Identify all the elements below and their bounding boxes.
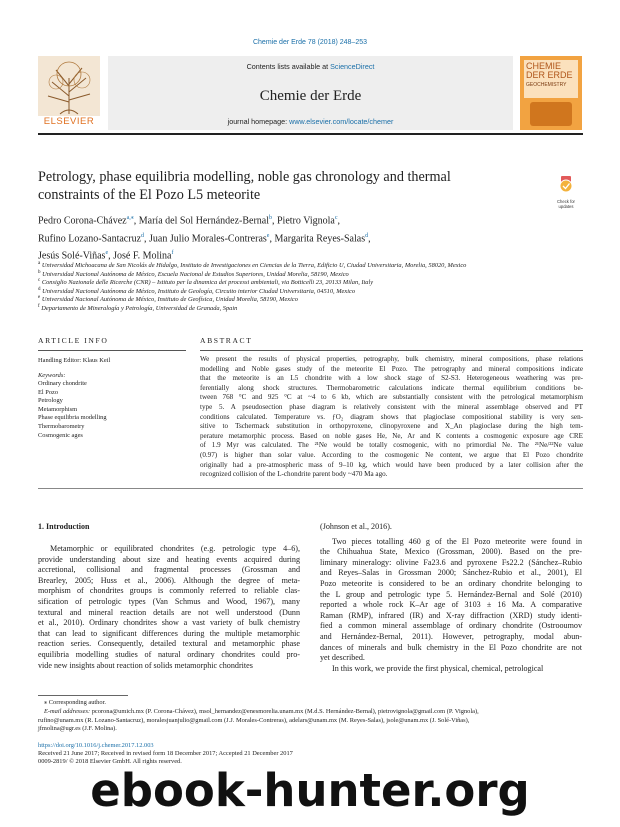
- paragraph-line: Raman (RMP), infrared (IR) and X-ray diffraction (XRD) study identi-: [320, 610, 582, 620]
- corresponding-author-note: ⁎ Corresponding author.: [44, 699, 106, 706]
- affiliation-text: Universidad Nacional Autónoma de México, Escuela Nacional de Estudios Superiores, Unidad Morelia, 58190, Mexico: [42, 270, 349, 278]
- author-separator: ,: [108, 250, 114, 262]
- paragraph-line: equilibria modelling studies of natural ordinary chondrites could pro-: [38, 649, 300, 659]
- title-line-1: Petrology, phase equilibria modelling, noble gas chronology and thermal: [38, 169, 451, 185]
- author-affiliation-marker[interactable]: a,⁎: [126, 215, 134, 221]
- header-rule: [38, 133, 583, 135]
- affiliation: [38, 304, 237, 312]
- abstract-line: type 5. A pseudosection phase diagram is relatively consistent with the mineral assemblage observed and PT: [200, 402, 583, 411]
- paragraph-line: Pozo meteorite is considered to be an ordinary chondrite belonging to: [320, 578, 582, 588]
- paragraph-line: that can lead to significant differences during the multiple metamorphic: [38, 628, 300, 638]
- email-line: [38, 708, 586, 717]
- journal-cover: [520, 56, 582, 130]
- keywords-label: Keywords:: [38, 372, 66, 379]
- abstract-line: that the meteorite is an L5 chondrite with a low shock stage of S2-S3. Heterogeneous weathering was pre-: [200, 374, 583, 383]
- author-separator: ,: [337, 215, 340, 227]
- abstract-rule: [200, 350, 583, 351]
- paragraph-line: liminary mineralogy: olivine Fa23.6 and pyroxene Fs22.2 (Sánchez–Rubio: [320, 557, 582, 567]
- introduction-left-column: [38, 544, 300, 671]
- abstract-line: ferentially along shock structures. Thermobarometric calculations indicate thermal equilibrium conditions be-: [200, 383, 583, 392]
- sciencedirect-link[interactable]: ScienceDirect: [330, 62, 375, 71]
- abstract-line: sitive to Tschermack substitution in orthopyroxene, clinopyroxene and X_An plagioclase during the high tem-: [200, 422, 583, 431]
- homepage-link[interactable]: www.elsevier.com/locate/chemer: [289, 117, 394, 126]
- elsevier-tree-icon: [38, 56, 100, 116]
- paragraph-line: et al., 2010). Ordinary chondrites show a vast variety of bulk chemistry: [38, 618, 300, 628]
- affiliation-key: b: [38, 269, 41, 275]
- paragraph-line: the Chihuahua State, Mexico (Grossman, 2000). Based on the pre-: [320, 547, 582, 557]
- abstract-line: modelling and Noble gases study of the meteorite El Pozo. The petrography and mineral compositions indicate: [200, 364, 583, 373]
- author-affiliation-marker[interactable]: b: [269, 215, 272, 221]
- article-info-rule: [38, 350, 186, 351]
- keyword: Cosmogenic ages: [38, 431, 83, 439]
- paragraph-line: Brearley, 2005; Huss et al., 2006). Although the degree of meta-: [38, 575, 300, 585]
- abstract-body: [200, 355, 583, 480]
- abstract-line: originally had a pre-atmospheric mass of 9–10 kg, which would have been produced by a later collision after the: [200, 460, 583, 469]
- author-name: Rufino Lozano-Santacruz: [38, 232, 142, 244]
- paragraph-line: reported a whole rock K–Ar age of 3103 ± 16 Ma. A comparative: [320, 600, 582, 610]
- author-list: [38, 211, 458, 264]
- homepage-prefix: journal homepage:: [227, 117, 290, 126]
- email-label: E-mail addresses:: [44, 708, 91, 715]
- doi-link[interactable]: https://doi.org/10.1016/j.chemer.2017.12.003: [38, 742, 154, 749]
- author-name: Juan Julio Morales-Contreras: [149, 232, 267, 244]
- keyword: Thermobarometry: [38, 422, 85, 430]
- paragraph-line: provide understanding about size and heating events acquired during: [38, 554, 300, 564]
- affiliation: [38, 278, 373, 286]
- affiliation: [38, 295, 298, 303]
- affiliation-key: d: [38, 286, 41, 292]
- paragraph-line: reaction series. Consequently, detailed textural and metamorphic phase: [38, 639, 300, 649]
- paragraph-line: the L group and petrologic type 5. Hernández-Bernal and Solé (2010): [320, 589, 582, 599]
- affiliation-text: Universidad Michoacana de San Nicolás de Hidalgo, Instituto de Investigaciones en Ciencias de la Tierra, Edificio U, Ciudad Universitaria, Morelia, 58020, Mexico: [41, 262, 467, 270]
- homepage-line: [108, 117, 513, 126]
- journal-reference[interactable]: Chemie der Erde 78 (2018) 248–253: [252, 39, 368, 46]
- paragraph-line: sification of petrologic types (Van Schmus and Wood, 1967), many: [38, 596, 300, 606]
- affiliation-text: Universidad Nacional Autónoma de México, Instituto de Geología, Circuito interior Ciudad Universitaria, 04510, Mexico: [42, 287, 356, 295]
- abstract-heading: ABSTRACT: [200, 336, 253, 345]
- paragraph-line: accretional, collisional and fragmental processes (Grossman and: [38, 565, 300, 575]
- cover-line3: GEOCHEMISTRY: [526, 82, 567, 88]
- affiliation-key: e: [38, 295, 41, 301]
- watermark-text: ebook-hunter.org: [90, 764, 530, 817]
- affiliation-key: a: [38, 261, 41, 266]
- abstract-bottom-rule: [38, 488, 583, 489]
- cover-title: [526, 62, 573, 80]
- paragraph-line: yet described.: [320, 653, 365, 663]
- author-affiliation-marker[interactable]: d: [141, 232, 145, 239]
- cover-line2: DER ERDE: [526, 70, 573, 80]
- author-name: María del Sol Hernández-Bernal: [138, 215, 269, 227]
- handling-editor: Handling Editor: Klaus Keil: [38, 357, 111, 364]
- abstract-line: conditions calculated. Temperature vs. ƒO₂ diagram shows that plagioclase compositional stability is very sen-: [200, 412, 583, 421]
- email-addresses: [38, 708, 586, 734]
- email-line[interactable]: rufino@unam.mx (R. Lozano-Santacruz), moralesjuanjulio@gmail.com (J.J. Morales-Contreras), adelars@unam.mx (M. Reyes-Salas), jsole@unam.mx (J. Solé-Viñas),: [38, 716, 470, 724]
- author-affiliation-marker[interactable]: f: [171, 250, 174, 257]
- keyword: El Pozo: [38, 388, 59, 396]
- affiliation: [38, 270, 349, 278]
- abstract-line: (0.97) is higher than solar value. According to the cosmogenic Ne content, we argue that El Pozo chondrite: [200, 450, 583, 459]
- abstract-line: recognized collision of the L-chondrite parent body ~470 Ma ago.: [200, 470, 388, 479]
- paragraph-line: dances of minerals and bulk chemistry in the El Pozo chondrite are not: [320, 642, 582, 652]
- author-separator: ,: [144, 232, 150, 244]
- abstract-line: of 1.9 Myr was calculated. The ²¹Ne would be totally cosmogenic, with no primordial Ne. The ²¹Ne/²²Ne value: [200, 441, 583, 450]
- email-line[interactable]: jfmolina@ugr.es (J.F. Molina).: [38, 725, 117, 733]
- contents-line: [108, 62, 513, 71]
- keyword: Phase equilibria modelling: [38, 414, 107, 422]
- article-info-heading: ARTICLE INFO: [38, 336, 109, 345]
- abstract-line: tween 768 °C and 925 °C at ~4 to 6 kb, which are substantially consistent with the petrological metamorphism: [200, 393, 583, 402]
- paragraph-line: and Hernández-Bernal, 2011). However, petrography, modal abun-: [320, 631, 582, 641]
- affiliation-text: Departamento de Mineralogía y Petrología, Universidad de Granada, Spain: [41, 305, 238, 313]
- check-updates-label: [553, 200, 579, 210]
- keyword: Petrology: [38, 397, 63, 405]
- author-name: Pietro Vignola: [277, 215, 335, 227]
- keyword: Ordinary chondrite: [38, 380, 87, 387]
- introduction-right-column: [320, 522, 582, 674]
- elsevier-logo: [38, 56, 100, 128]
- title-line-2: constraints of the El Pozo L5 meteorite: [38, 187, 261, 203]
- affiliation-key: c: [38, 278, 41, 284]
- paragraph-line: Metamorphic or equilibrated chondrites (e.g. petrologic type 4–6),: [50, 544, 300, 553]
- author-affiliation-marker[interactable]: d: [365, 232, 369, 239]
- paragraph-line: textural and mineral reaction details are not well understood (Dunn: [38, 607, 300, 617]
- received-dates: Received 21 June 2017; Received in revised form 18 December 2017; Accepted 21 December 2017: [38, 750, 293, 757]
- affiliation: [38, 287, 355, 295]
- author-name: Jesús Solé-Viñas: [38, 250, 106, 262]
- paragraph-line: and Reyes–Salas in Grossman 2000; Sánchez-Rubio et al., 2001), El: [320, 568, 582, 578]
- author-separator: ,: [272, 215, 277, 227]
- affiliation: [38, 261, 466, 269]
- journal-name: Chemie der Erde: [259, 88, 362, 104]
- author-affiliation-marker[interactable]: e: [105, 250, 109, 257]
- affiliation-key: f: [38, 304, 40, 309]
- footnote-rule: [38, 695, 128, 696]
- paragraph-line: In this work, we provide the first physical, chemical, petrological: [332, 663, 544, 673]
- cover-image: [530, 102, 572, 126]
- abstract-line: perature metamorphic process. Based on noble gases He, Ne, Ar and K contents a cosmogenic exposure age CRE: [200, 431, 583, 440]
- check-for-updates-button[interactable]: [553, 175, 579, 207]
- email-text[interactable]: pcorona@umich.mx (P. Corona-Chávez), msol_hernandez@enesmorelia.unam.mx (M.d.S. Hernández-Bernal), pietrovignola@gmail.com (P. Vignola),: [91, 708, 479, 715]
- paragraph-line: fied a common mineral assemblage of ordinary chondrite (Ostrooumov: [320, 621, 582, 631]
- author-affiliation-marker[interactable]: e: [266, 232, 270, 239]
- paragraph-line: Two pieces totalling 460 g of the El Pozo meteorite were found in: [332, 536, 582, 546]
- contents-prefix: Contents lists available at: [246, 62, 331, 71]
- author-separator: ,: [368, 232, 371, 244]
- author-separator: ,: [269, 232, 275, 244]
- paragraph-line: morphism of chondrites groups is commonly referred to reliable clas-: [38, 586, 300, 596]
- paragraph-line: (Johnson et al., 2016).: [320, 522, 392, 531]
- keyword: Metamorphism: [38, 405, 78, 413]
- journal-header-box: [108, 56, 513, 130]
- cover-line1: CHEMIE: [526, 61, 562, 71]
- author-name: Pedro Corona-Chávez: [38, 215, 127, 227]
- author-name: José F. Molina: [113, 250, 172, 262]
- author-affiliation-marker[interactable]: c: [334, 215, 338, 221]
- article-title: [38, 168, 451, 204]
- check-updates-line1: Check for: [557, 199, 575, 204]
- copyright-line: 0009-2819/ © 2018 Elsevier GmbH. All rights reserved.: [38, 758, 182, 765]
- paragraph-line: vide new insights about reaction of solids metamorphic chondrites: [38, 660, 253, 670]
- author-name: Margarita Reyes-Salas: [274, 232, 366, 244]
- keywords-list: [38, 380, 107, 440]
- publisher-name: ELSEVIER: [43, 116, 95, 127]
- author-separator: ,: [133, 215, 139, 227]
- check-updates-line2: updates: [558, 203, 574, 209]
- introduction-heading: 1. Introduction: [38, 522, 90, 531]
- abstract-line: We present the results of physical properties, petrography, bulk chemistry, mineral compositions, phase relations: [200, 355, 583, 363]
- check-updates-icon: [553, 175, 579, 195]
- affiliation-text: Consiglio Nazionale delle Ricerche (CNR) – Istituto per la dinamica dei processi ambientali, via Botticelli 23, 20133 Milan, Italy: [41, 279, 374, 287]
- affiliation-text: Universidad Nacional Autónoma de México, Instituto de Geofísica, Unidad Morelia, 58190, Mexico: [41, 296, 298, 304]
